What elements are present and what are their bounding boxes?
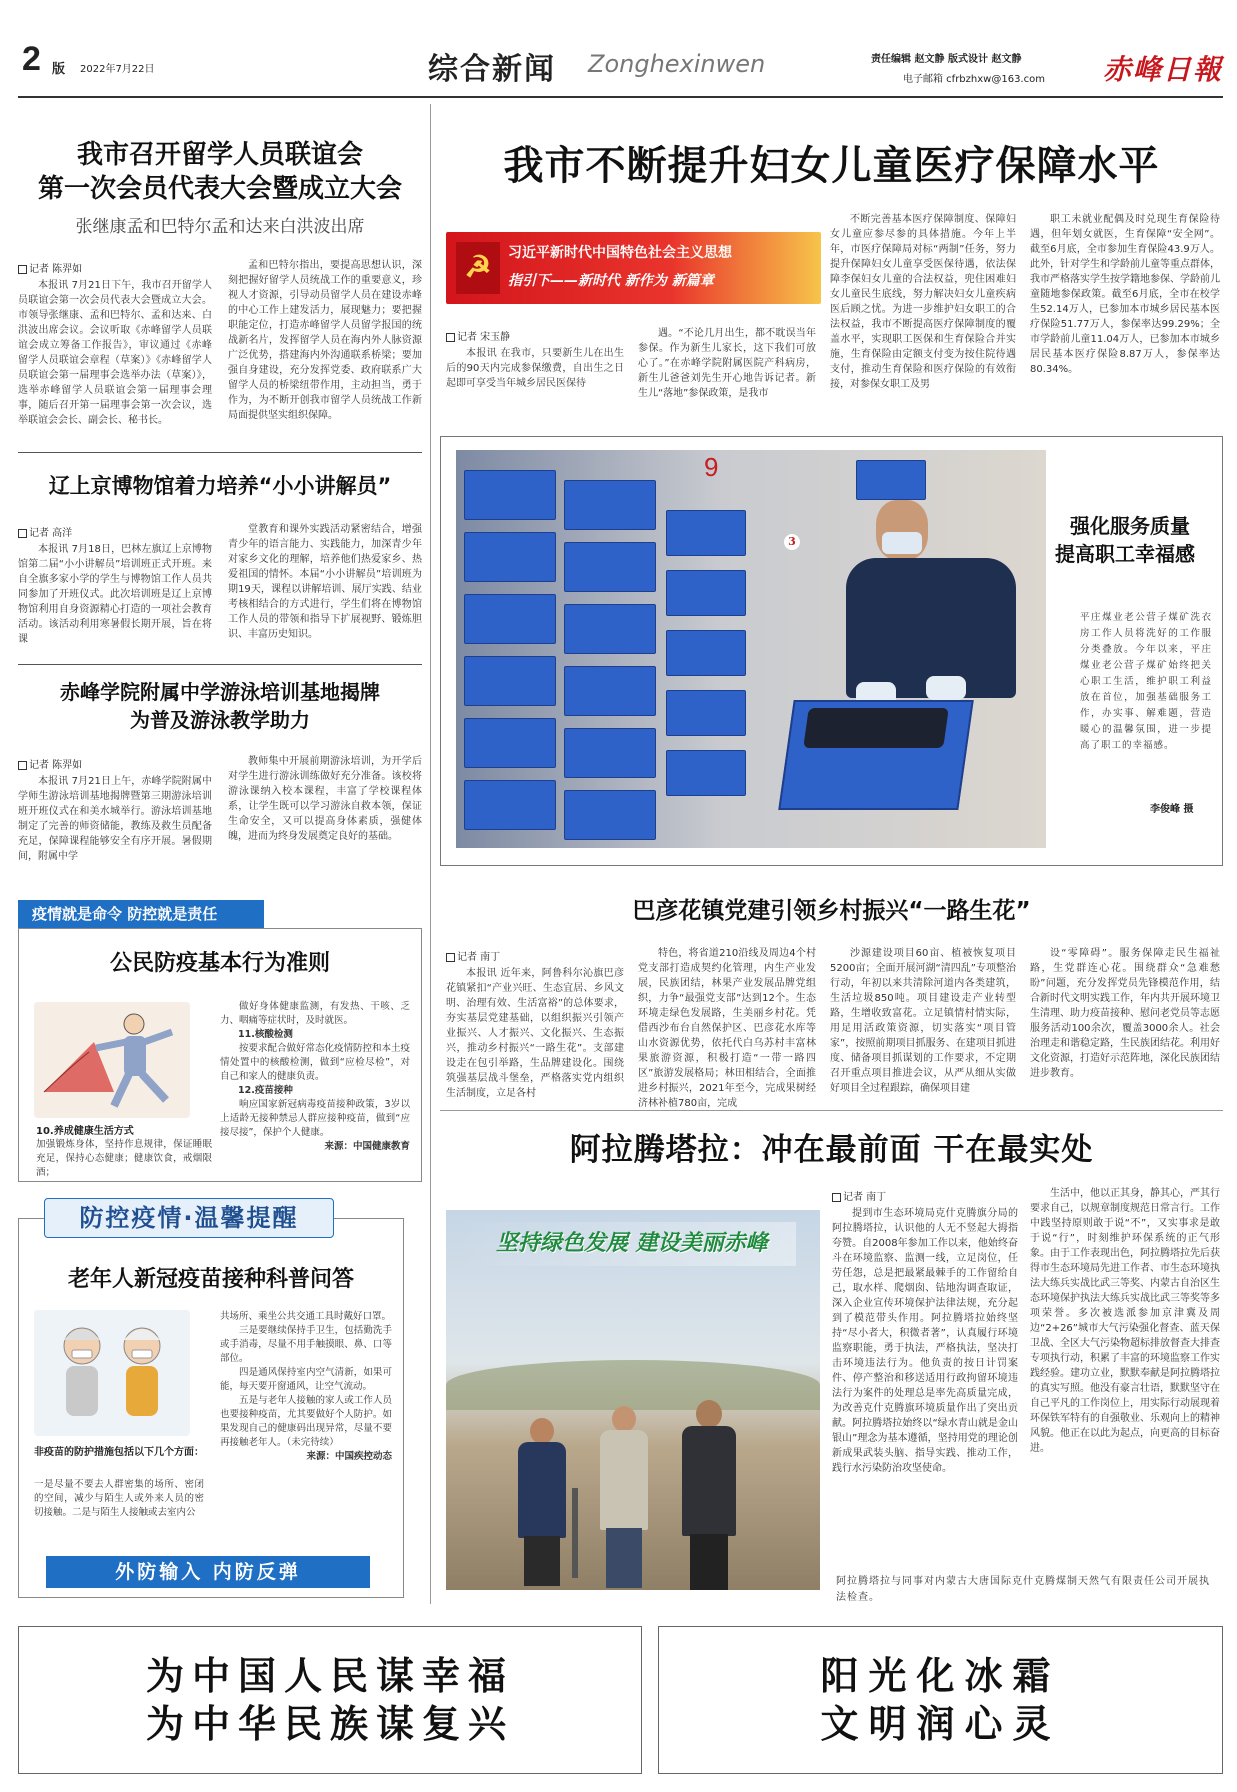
slogan-right-line1: 阳光化冰霜 — [820, 1654, 1061, 1698]
epidemic2-left-text: 一是尽量不要去人群密集的场所、密闭的空间，减少与陌生人或外来人员的密切接触。二是与陌生人接触或去室内公 — [34, 1479, 204, 1518]
party-emblem-icon: ☭ — [456, 242, 500, 294]
article5-col2: 特色，将省道210沿线及周边4个村党支部打造成契约化管理，内生产业发展，民族团结，林果产业发展品牌党组织，力争“最强党支部”达到12个。生态环境走绿色发展路，生美丽乡村花。凭借西沙布台自然保护区、巴彦花水库等山水资源优势，依托代白乌苏村丰富林果旅游资源，积极打造“一带一路四区”旅游发展格局；林田相结合，全面推进乡村振兴，2021年至今，完成果树经济林补植780亩，完成 — [638, 948, 816, 1109]
person-body — [518, 1442, 566, 1538]
epidemic2-left-heading: 非疫苗的防护措施包括以下几个方面： — [34, 1447, 204, 1458]
environment-banner — [456, 1222, 796, 1266]
crate — [856, 460, 926, 500]
tag-number: 3 — [784, 534, 800, 550]
article6-byline: 记者 南丁 — [832, 1188, 886, 1203]
article4-byline: 记者 宋玉静 — [446, 328, 510, 343]
crate — [666, 510, 746, 556]
article3-col1: 本报讯 7月21日上午，赤峰学院附属中学师生游泳培训基地揭牌暨第三期游泳培训班开班仪式在和美水城举行。游泳培训基地制定了完善的师资储能，教练及救生员配备充足，保障课程能够安全有序开展。暑假期间，附属中学 — [18, 776, 212, 862]
photo-headline-line1: 强化服务质量 — [1070, 514, 1190, 538]
photo-photographer: 李俊峰 摄 — [1150, 804, 1194, 815]
email-line: 电子邮箱 cfrbzhxw@163.com — [903, 74, 1045, 85]
crate — [464, 532, 556, 582]
item12-heading: 12.疫苗接种 — [238, 1085, 293, 1096]
article3-col2: 教师集中开展前期游泳培训，为开学后对学生进行游泳训练做好充分准备。该校将游泳课纳入校本课程，丰富了学校课程体系，让学生既可以学习游泳自救本领，保证生命安全，又可以提高身体素质，强健体魄，进而为终身发展奠定良好的基础。 — [228, 756, 422, 842]
article4-col2: 遇。“不论几月出生，都不耽误当年参保。作为新生儿家长，这下我们可放心了。”在赤峰学院附属医院产科病房，新生儿爸爸刘先生开心地告诉记者。新生儿“落地”参保政策，是我市 — [638, 328, 816, 399]
epidemic2-source: 来源：中国疾控动态 — [306, 1451, 392, 1462]
epidemic1-left-heading: 10.养成健康生活方式 — [36, 1126, 134, 1137]
crate — [564, 728, 656, 778]
crate — [666, 630, 746, 676]
crate — [666, 690, 746, 736]
article5-title: 巴彦花镇党建引领乡村振兴“一路生花” — [632, 898, 1031, 924]
article5-col3: 沙源建设项目60亩、植被恢复项目5200亩；全面开展河湖“清四乱”专项整治行动，年初以来共清除河道内各类建筑，生活垃圾850吨。项目建设走产业转型路，生增收致富花。立足镇情村情实际，用足用活政策资源，切实落实“项目管家”，按照前期项目抓服务、在建项目抓进度、储备项目抓谋划的工作要求，不定期召开重点项目推进会议，从严从细从实做好项目全过程跟踪，确保项目建 — [830, 948, 1016, 1094]
glove — [926, 676, 966, 700]
person-head — [696, 1400, 722, 1428]
epidemic2-title: 老年人新冠疫苗接种科普问答 — [67, 1267, 354, 1292]
divider — [18, 452, 422, 453]
article6-col2: 生活中，他以正其身，静其心，严其行要求自己，以规章制度规范日常言行。工作中践坚持原则敢于说“不”，又实事求是敢于说“行”，时刻维护环保系统的正气形象。由于工作表现出色，阿拉腾塔拉先后获得市生态环境局先进工作者、市生态环境执法大练兵实战比武三等奖、内蒙古自治区生态环境保护执法大练兵实战比武三等奖等多项荣誉。多次被选派参加京津冀及周边“2+26”城市大气污染强化督查、蓝天保卫战、全区大气污染物超标排放督查大排查专项执行动，积累了丰富的环境监察工作实践经验。建功立业，默默奉献是阿拉腾塔拉的真实写照。他没有豪言壮语，默默坚守在自己平凡的工作岗位上，用实际行动展现着环保铁军特有的自强敬业、乐观向上的精神风貌。他正在以此为起点，向更高的目标奋进。 — [1030, 1188, 1220, 1454]
crate — [564, 790, 656, 840]
article6-col1: 提到市生态环境局克什克腾旗分局的阿拉腾塔拉，认识他的人无不竖起大拇指夸赞。自2008年参加工作以来，他始终奋斗在环境监察、监测一线，立足岗位，任劳任怨，总是把最紧最棘手的工作留给自己，取水样、爬烟囱、钻地沟调查取证，深入企业宣传环境保护法律法规，充分起到了模范带头作用。阿拉腾塔拉始终坚持“尽小者大，积微者著”，认真履行环境监察职能，勇于执法，严格执法，坚决打击环境违法行为。他负责的按日计罚案件、停产整治和移送适用行政拘留环境违法行为案件的处理总是率先高质量完成，为改善克什克腾旗环境质量作出了突出贡献。阿拉腾塔拉始终以“绿水青山就是金山银山”理念为基本遵循，坚持用党的理论创新成果武装头脑、指导实践、推动工作，践行水污染防治攻坚使命。 — [832, 1208, 1018, 1474]
epidemic2-banner — [44, 1198, 334, 1238]
person-legs — [690, 1534, 728, 1590]
folded-clothes — [803, 708, 949, 748]
crate — [564, 666, 656, 716]
epidemic2-right-text1: 共场所、乘坐公共交通工具时戴好口罩。 — [220, 1311, 392, 1322]
photo-caption: 平庄煤业老公营子煤矿洗衣房工作人员将洗好的工作服分类叠放。今年以来，平庄煤业老公营子煤矿始终把关心职工生活，维护职工利益放在首位，加强基础服务工作，办实事、解难题，营造暖心的温馨氛围，进一步提高了职工的幸福感。 — [1080, 612, 1212, 751]
environment-photo — [446, 1210, 820, 1590]
article2-col2: 堂教育和课外实践活动紧密结合，增强青少年的语言能力、实践能力，加深青少年对家乡文化的理解，培养他们热爱家乡、热爱祖国的情怀。本届“小小讲解员”培训班为期19天，课程以讲解培训、展厅实践、结业考核相结合的方式进行，学生们将在博物馆工作人员的带领和指导下扩展视野、锻炼胆识、丰富历史知识。 — [228, 524, 422, 640]
epidemic2-right-text — [220, 1310, 392, 1464]
hills — [446, 1360, 820, 1410]
article1-subtitle: 张继康孟和巴特尔孟和达来白洪波出席 — [75, 217, 365, 237]
article5-byline: 记者 南丁 — [446, 948, 500, 963]
measuring-instrument — [572, 1488, 578, 1578]
epidemic2-footer-tag: 外防输入 内防反弹 — [46, 1556, 370, 1588]
epidemic2-right-text4: 五是与老年人接触的家人或工作人员也要接种疫苗，尤其要做好个人防护。如果发现自己的健康码出现异常，尽量不要再接触老年人。（未完待续） — [220, 1395, 392, 1448]
article6-title: 阿拉腾塔拉：冲在最前面 干在最实处 — [569, 1132, 1094, 1168]
elderly-illustration — [34, 1310, 190, 1436]
crate — [464, 470, 556, 520]
article2-byline: 记者 高洋 — [18, 524, 72, 539]
article5-col1: 本报讯 近年来，阿鲁科尔沁旗巴彦花镇紧扣“产业兴旺、生态宜居、乡风文明、治理有效、生活富裕”的总体要求，夯实基层党建基础，以组织振兴引领产业振兴、人才振兴、文化振兴、生态振兴，推动乡村振兴“一路生花”。支部建设走在包引举路，生品牌建设化。围绕筑强基层战斗堡垒，严格落实党内组织生活制度，立足各村 — [446, 968, 624, 1099]
crate — [464, 594, 556, 644]
article4-title: 我市不断提升妇女儿童医疗保障水平 — [503, 143, 1160, 189]
crate — [464, 656, 556, 706]
masthead-rule — [18, 96, 1223, 98]
epidemic1-title: 公民防疫基本行为准则 — [109, 951, 330, 976]
newspaper-logo: 赤峰日報 — [1103, 53, 1224, 86]
article2-title: 辽上京博物馆着力培养“小小讲解员” — [48, 474, 392, 498]
article1-col1: 本报讯 7月21日下午，我市召开留学人员联谊会第一次会员代表大会暨成立大会。市领导张继康、孟和巴特尔、孟和达来、白洪波出席会议。会议听取《赤峰留学人员联谊会成立筹备工作报告》，审议通过《赤峰留学人员联谊会章程（草案）》《赤峰留学人员联谊会第一届理事会选举办法（草案）》，选举赤峰留学人员联谊会第一届理事会理事，随后召开第一届理事会第一次会议，选举联谊会会长、副会长、秘书长。 — [18, 280, 212, 426]
article1-title-line2: 第一次会员代表大会暨成立大会 — [37, 174, 402, 204]
person-legs — [606, 1528, 642, 1588]
slogan-left-line2: 为中华民族谋复兴 — [145, 1702, 514, 1746]
slogan-left-line1: 为中国人民谋幸福 — [145, 1654, 514, 1698]
item12-text: 响应国家新冠病毒疫苗接种政策，3岁以上适龄无接种禁忌人群应接种疫苗，做到“应接尽接”，保护个人健康。 — [220, 1099, 410, 1138]
exercise-illustration — [34, 1002, 190, 1118]
epidemic1-right-text — [220, 1000, 410, 1154]
divider — [440, 1110, 1223, 1111]
crate — [564, 542, 656, 592]
environment-banner-text: 坚持绿色发展 建设美丽赤峰 — [496, 1231, 768, 1256]
editors-line: 责任编辑 赵文静 版式设计 赵文静 — [871, 54, 1022, 65]
article2-col1: 本报讯 7月18日，巴林左旗辽上京博物馆第二届“小小讲解员”培训班正式开班。来自全旗多家小学的学生与博物馆工作人员共同参加了开班仪式。此次培训班是辽上京博物馆利用自身资源精心打造的一项社会教育活动。该活动利用寒暑假长期开展，旨在将课 — [18, 544, 212, 645]
epidemic2-right-text3: 四是通风保持室内空气清新，如果可能，每天要开窗通风，让空气流动。 — [220, 1367, 392, 1392]
crate — [666, 570, 746, 616]
epidemic2-right-text2: 三是要继续保持手卫生，包括勤洗手或手消毒，尽量不用手触摸眼、鼻、口等部位。 — [220, 1325, 392, 1364]
section-pinyin: Zonghexinwen — [588, 50, 766, 78]
edition-number: 2 — [22, 40, 41, 78]
article4-col4: 职工未就业配偶及时兑现生育保险待遇，但年划女就医，生育保障“安全网”。截至6月底，全市参加生育保险43.9万人。此外，针对学生和学龄前儿童等重点群体，我市严格落实学生按学籍地参保、学龄前儿童随地参保政策。截至6月底，全市在校学生52.14万人，已参加本市城乡居民基本医疗保险51.77万人，参保率达99.29%；全市学龄前儿童11.04万人，已参加本市城乡居民基本医疗保险8.87万人，参保率达80.34%。 — [1030, 214, 1220, 375]
laundry-photo — [456, 450, 1046, 848]
article3-title-line1: 赤峰学院附属中学游泳培训基地揭牌 — [60, 680, 380, 704]
crate — [564, 604, 656, 654]
xi-banner-main: 习近平新时代中国特色社会主义思想 — [508, 245, 732, 261]
person-legs — [524, 1536, 560, 1586]
article1-title-line1: 我市召开留学人员联谊会 — [76, 140, 363, 170]
person-body — [682, 1426, 736, 1536]
epidemic1-source: 来源：中国健康教育 — [324, 1141, 410, 1152]
issue-date: 2022年7月22日 — [80, 64, 155, 75]
person-body — [600, 1430, 648, 1530]
epidemic-tag: 疫情就是命令 防控就是责任 — [18, 900, 264, 928]
divider — [18, 664, 422, 665]
photo-headline-line2: 提高职工幸福感 — [1055, 542, 1195, 566]
xi-thought-banner — [446, 232, 821, 304]
environment-photo-caption: 阿拉腾塔拉与同事对内蒙古大唐国际克什克腾煤制天然气有限责任公司开展执法检查。 — [836, 1576, 1210, 1603]
epidemic1-right-text-p: 做好身体健康监测，有发热、干咳、乏力、咽痛等症状时，及时就医。 — [220, 1001, 410, 1026]
article1-byline: 记者 陈羿如 — [18, 260, 82, 275]
crate — [464, 718, 556, 768]
article4-col3: 不断完善基本医疗保障制度、保障妇女儿童应参尽参的具体措施。今年上半年，市医疗保障局对标“两制”任务，努力提升保障妇女儿童享受医保待遇，依法保障李保妇女儿童的合法权益，兜住困难妇女儿童民生底线，努力解决妇女儿童疾病医后顾之忧。为进一步维护妇女职工的合法权益，我市不断提高医疗保障制度的覆盖水平，实现职工医保和生育保险合并实施，生育保险由定额支付变为按住院待遇支付，推动生育保险和医疗保险的有效衔接，对参保女职工及男 — [830, 214, 1016, 390]
person-head — [612, 1406, 636, 1432]
article1-col2: 孟和巴特尔指出，要提高思想认识，深刻把握好留学人员统战工作的重要意义，珍视人才资源，引导动员留学人员在建设赤峰的中心工作上建发活力，展现魅力；要把握职能定位，打造赤峰留学人员留学报国的统战新名片，发挥留学人员在海内外人脉资源广泛优势，搭建海内外沟通联系桥梁；要加强自身建设，充分发挥党委、政府联系广大留学人员的桥梁纽带作用，主动担当，勇于作为，为不断开创我市留学人员统战工作新局面提供坚实组织保障。 — [228, 260, 422, 421]
article5-col4: 设“零障碍”。服务保障走民生福祉路，生党群连心花。围绕群众“急难愁盼”问题，充分发挥党员先锋模范作用，结合新时代文明实践工作，年内共开展环境卫生清理、助力疫苗接种、慰问老党员等志愿服务活动100余次，覆盖3000余人。社会治理走和谐稳定路，生民族团结花。利用好文化资源，打造好示范阵地，深化民族团结进步教育。 — [1030, 948, 1220, 1079]
article3-title-line2: 为普及游泳教学助力 — [130, 708, 310, 732]
crate — [564, 480, 656, 530]
slogan-right-line2: 文明润心灵 — [820, 1702, 1061, 1746]
masthead — [18, 36, 1223, 94]
article3-byline: 记者 陈羿如 — [18, 756, 82, 771]
edition-suffix: 版 — [52, 62, 66, 77]
crate — [666, 750, 746, 796]
epidemic2-banner-text: 防控疫情·温馨提醒 — [79, 1204, 299, 1232]
face-mask — [882, 532, 922, 554]
shelf-number: 9 — [704, 452, 719, 482]
crate — [464, 780, 556, 830]
person-head — [530, 1418, 554, 1444]
epidemic1-left-text: 加强锻炼身体，坚持作息规律，保证睡眠充足，保持心态健康；健康饮食，戒烟限酒； — [36, 1139, 212, 1178]
section-title: 综合新闻 — [428, 52, 556, 87]
article4-col1: 本报讯 在我市，只要新生儿在出生后的90天内完成参保缴费，自出生之日起即可享受当年城乡居民医保待 — [446, 348, 624, 389]
item11-text: 按要求配合做好常态化疫情防控和本土疫情处置中的核酸检测，做到“应检尽检”，对自己和家人的健康负责。 — [220, 1043, 411, 1082]
item11-heading: 11.核酸检测 — [238, 1029, 293, 1040]
column-divider — [430, 104, 431, 1604]
xi-banner-sub: 指引下——新时代 新作为 新篇章 — [508, 273, 714, 289]
